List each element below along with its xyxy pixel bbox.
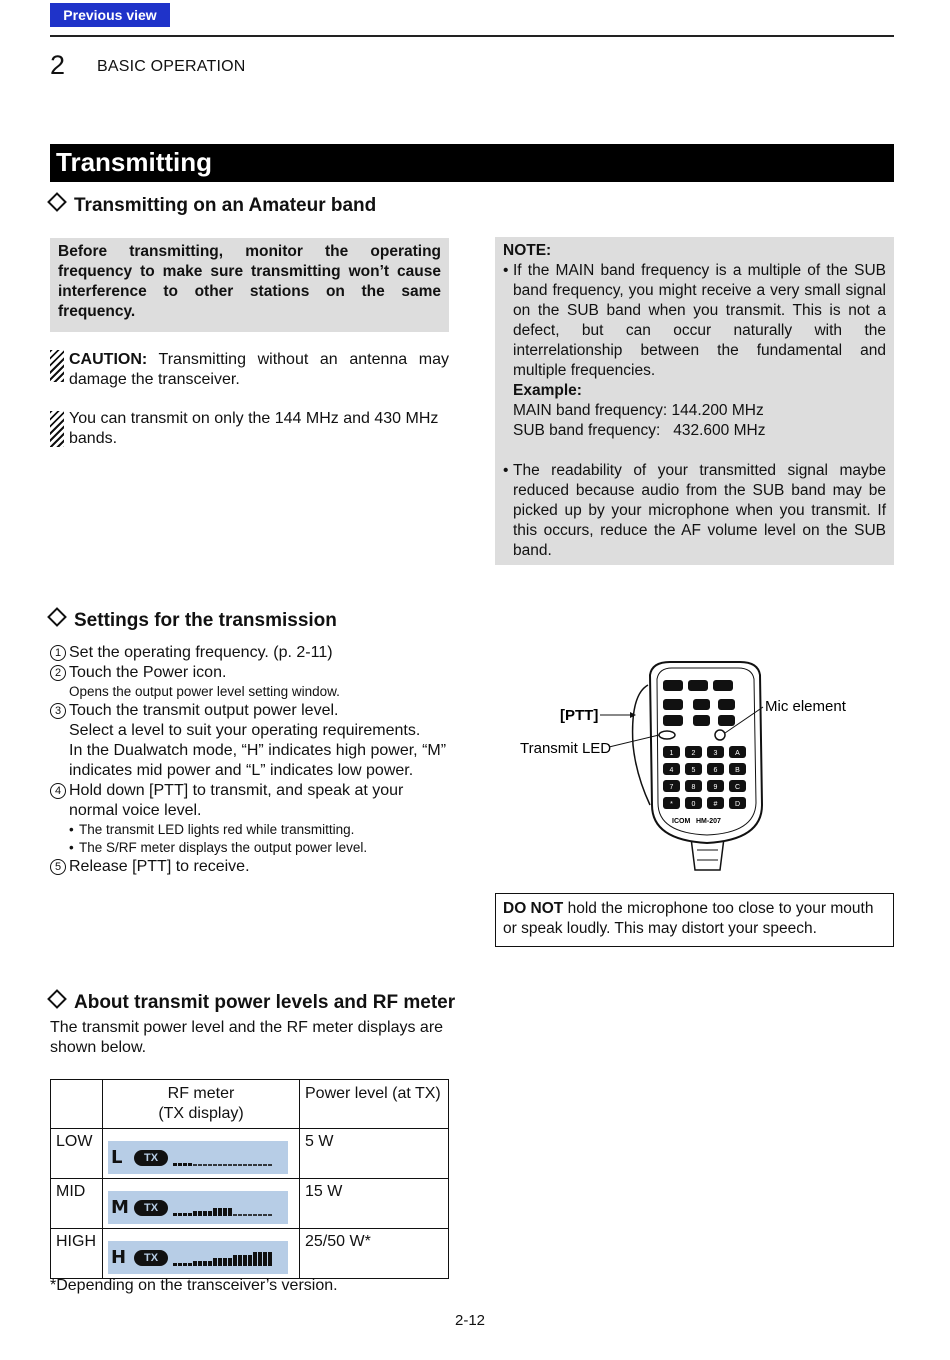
- meter-segment: [203, 1164, 207, 1166]
- step-number: 3: [50, 703, 66, 719]
- example-label: Example:: [513, 382, 582, 399]
- tx-indicator: TX: [134, 1250, 168, 1266]
- keypad-key-label: 2: [691, 750, 696, 757]
- level-name: HIGH: [51, 1229, 103, 1279]
- table-header-row: [51, 1080, 449, 1129]
- caution-label: CAUTION:: [69, 351, 148, 368]
- function-key: [693, 715, 710, 726]
- meter-segment: [183, 1263, 187, 1266]
- step-3-detail-a: Select a level to suit your operating requirements.: [69, 722, 421, 739]
- meter-segment: [218, 1208, 222, 1216]
- step-text: Hold down [PTT] to transmit, and speak at your normal voice level.: [69, 782, 404, 819]
- lcd-display: [108, 1141, 288, 1174]
- keypad-key-label: 6: [713, 767, 718, 774]
- keypad-key-label: 7: [669, 784, 674, 791]
- meter-segment: [188, 1163, 192, 1166]
- ptt-label: [PTT]: [560, 707, 599, 724]
- step-number: 5: [50, 859, 66, 875]
- lcd-level-letter: L: [111, 1147, 123, 1168]
- step-4: [50, 781, 450, 821]
- do-not-label: DO NOT: [503, 900, 564, 917]
- meter-segment: [208, 1164, 212, 1166]
- hatch-icon: [50, 411, 64, 447]
- function-key: [663, 680, 683, 691]
- meter-segment: [223, 1208, 227, 1216]
- keypad-key-label: *: [670, 801, 673, 808]
- mic-model: HM-207: [696, 818, 721, 825]
- rf-meter-bar: [173, 1163, 273, 1166]
- level-name: LOW: [51, 1129, 103, 1179]
- caution-icon: [50, 350, 64, 382]
- mic-element: [715, 730, 725, 740]
- table-header-empty: [51, 1080, 103, 1129]
- power-value: 15 W: [300, 1179, 449, 1229]
- keypad-key-label: 9: [713, 784, 718, 791]
- step-2: [50, 663, 450, 683]
- caution-text: Transmitting without an antenna may damage the transceiver.: [69, 351, 449, 388]
- meter-segment: [223, 1164, 227, 1166]
- table-row: [51, 1229, 449, 1279]
- meter-segment: [193, 1211, 197, 1216]
- function-key: [718, 699, 735, 710]
- rf-meter-cell: [103, 1179, 300, 1229]
- amateur-heading: [50, 195, 376, 217]
- meter-segment: [248, 1214, 252, 1216]
- meter-segment: [188, 1213, 192, 1216]
- up-key: [663, 699, 683, 710]
- do-not-box: [495, 893, 894, 947]
- meter-segment: [198, 1211, 202, 1216]
- table-row: [51, 1179, 449, 1229]
- diamond-icon: [47, 989, 67, 1009]
- section-title: Transmitting: [56, 147, 213, 177]
- diamond-icon: [47, 607, 67, 627]
- meter-segment: [213, 1208, 217, 1216]
- lcd-level-letter: M: [111, 1197, 129, 1218]
- meter-segment: [218, 1258, 222, 1266]
- meter-segment: [258, 1164, 262, 1166]
- meter-segment: [193, 1261, 197, 1266]
- microphone-illustration: [500, 655, 900, 880]
- keypad-key-label: D: [734, 801, 741, 808]
- meter-segment: [203, 1211, 207, 1216]
- note-title: NOTE:: [503, 242, 552, 259]
- chapter-number: 2: [50, 50, 66, 80]
- meter-segment: [268, 1252, 272, 1266]
- mic-element-label: Mic element: [765, 698, 846, 715]
- meter-segment: [208, 1261, 212, 1266]
- tx-indicator: TX: [134, 1200, 168, 1216]
- step-text: Set the operating frequency. (p. 2-11): [69, 644, 333, 661]
- meter-segment: [238, 1255, 242, 1266]
- caution-paragraph: [69, 350, 449, 390]
- meter-segment: [258, 1252, 262, 1266]
- meter-segment: [208, 1211, 212, 1216]
- meter-segment: [233, 1214, 237, 1216]
- step-number: 2: [50, 665, 66, 681]
- step-text: Release [PTT] to receive.: [69, 858, 250, 875]
- rf-meter-cell: [103, 1129, 300, 1179]
- meter-segment: [263, 1214, 267, 1216]
- meter-segment: [233, 1164, 237, 1166]
- step-text: Touch the Power icon.: [69, 664, 227, 681]
- function-key: [688, 680, 708, 691]
- step-3: [50, 701, 450, 721]
- keypad-key-label: 3: [713, 750, 718, 757]
- meter-segment: [243, 1164, 247, 1166]
- power-table: [50, 1079, 449, 1279]
- function-key: [693, 699, 710, 710]
- settings-heading: [50, 610, 337, 632]
- down-key: [663, 715, 683, 726]
- meter-segment: [183, 1213, 187, 1216]
- meter-segment: [248, 1255, 252, 1266]
- meter-segment: [198, 1261, 202, 1266]
- keypad-key-label: A: [735, 750, 740, 757]
- table-header-rf-meter: RF meter (TX display): [103, 1080, 300, 1129]
- lcd-level-letter: H: [111, 1247, 127, 1268]
- keypad-key-label: 8: [691, 784, 696, 791]
- keypad-key-label: 1: [669, 750, 674, 757]
- power-value: 5 W: [300, 1129, 449, 1179]
- chapter-title: BASIC OPERATION: [97, 58, 246, 75]
- step-4-bullet-2: • The S/RF meter displays the output power level.: [69, 839, 450, 857]
- keypad-key-label: 5: [691, 767, 696, 774]
- settings-steps: [50, 643, 450, 877]
- previous-view-button[interactable]: Previous view: [50, 3, 170, 27]
- meter-segment: [268, 1164, 272, 1166]
- meter-segment: [228, 1258, 232, 1266]
- meter-segment: [253, 1252, 257, 1266]
- diamond-icon: [47, 192, 67, 212]
- function-key: [718, 715, 735, 726]
- meter-segment: [193, 1164, 197, 1166]
- sub-frequency: SUB band frequency: 432.600 MHz: [513, 422, 766, 439]
- warning-box: [50, 238, 449, 332]
- amateur-heading-text: Transmitting on an Amateur band: [74, 195, 377, 216]
- meter-segment: [173, 1163, 177, 1166]
- meter-segment: [198, 1164, 202, 1166]
- meter-segment: [248, 1164, 252, 1166]
- step-3-detail-b: In the Dualwatch mode, “H” indicates high power, “M” indicates mid power and “L” indicates low power.: [69, 742, 447, 779]
- keypad-key-label: 0: [691, 801, 696, 808]
- keypad-key-label: B: [735, 767, 740, 774]
- meter-segment: [238, 1164, 242, 1166]
- rf-meter-cell: [103, 1229, 300, 1279]
- rf-meter-bar: [173, 1252, 273, 1266]
- warning-text: Before transmitting, monitor the operating frequency to make sure transmitting won’t cause interference to other stations on the same frequency.: [58, 243, 441, 320]
- step-number: 4: [50, 783, 66, 799]
- level-name: MID: [51, 1179, 103, 1229]
- meter-segment: [203, 1261, 207, 1266]
- tx-indicator: TX: [134, 1150, 168, 1166]
- step-2-detail: Opens the output power level setting window.: [69, 684, 340, 699]
- meter-segment: [178, 1263, 182, 1266]
- table-row: [51, 1129, 449, 1179]
- meter-segment: [188, 1263, 192, 1266]
- transmit-led: [659, 731, 675, 739]
- main-frequency: MAIN band frequency: 144.200 MHz: [513, 402, 764, 419]
- power-intro: The transmit power level and the RF meter displays are shown below.: [50, 1019, 444, 1056]
- note-bullet-2: • The readability of your transmitted signal maybe reduced because audio from the SUB band may be picked up by your microphone when you transmit. If this occurs, reduce the AF volume level on the SUB band.: [503, 461, 886, 561]
- mic-brand: ICOM: [672, 818, 691, 825]
- meter-segment: [253, 1214, 257, 1216]
- table-header-power: Power level (at TX): [300, 1080, 449, 1129]
- page-number: 2-12: [455, 1312, 486, 1329]
- keypad-key-label: 4: [669, 767, 674, 774]
- power-heading-text: About transmit power levels and RF meter: [74, 992, 456, 1013]
- bands-note: You can transmit on only the 144 MHz and 430 MHz bands.: [69, 410, 439, 447]
- note-bullet-1: • If the MAIN band frequency is a multiple of the SUB band frequency, you might receive a very small signal on the SUB band when you transmit. This is not a defect, but can occur naturally with the interrelationship between the fundamental and multiple frequencies.: [503, 261, 886, 381]
- meter-segment: [173, 1263, 177, 1266]
- rf-meter-bar: [173, 1208, 273, 1216]
- meter-segment: [263, 1164, 267, 1166]
- meter-segment: [253, 1164, 257, 1166]
- meter-segment: [178, 1213, 182, 1216]
- ptt-key: [633, 685, 650, 805]
- step-5: [50, 857, 450, 877]
- keypad-key-label: C: [734, 784, 741, 791]
- meter-segment: [173, 1213, 177, 1216]
- meter-segment: [178, 1163, 182, 1166]
- meter-segment: [218, 1164, 222, 1166]
- meter-segment: [213, 1164, 217, 1166]
- meter-segment: [183, 1163, 187, 1166]
- step-4-bullet-1: • The transmit LED lights red while transmitting.: [69, 821, 450, 839]
- meter-segment: [268, 1214, 272, 1216]
- step-number: 1: [50, 645, 66, 661]
- lcd-display: [108, 1241, 288, 1274]
- meter-segment: [258, 1214, 262, 1216]
- transmit-led-label: Transmit LED: [520, 740, 612, 757]
- meter-segment: [223, 1258, 227, 1266]
- meter-segment: [213, 1258, 217, 1266]
- meter-segment: [228, 1208, 232, 1216]
- meter-segment: [243, 1255, 247, 1266]
- keypad-key-label: #: [713, 801, 718, 808]
- meter-segment: [228, 1164, 232, 1166]
- step-text: Touch the transmit output power level.: [69, 702, 339, 719]
- meter-segment: [263, 1252, 267, 1266]
- meter-segment: [238, 1214, 242, 1216]
- do-not-text: hold the microphone too close to your mouth or speak loudly. This may distort your speech.: [503, 900, 874, 937]
- lcd-display: [108, 1191, 288, 1224]
- power-value: 25/50 W*: [300, 1229, 449, 1279]
- header-rule: [50, 35, 894, 37]
- footnote: *Depending on the transceiver’s version.: [50, 1277, 338, 1294]
- settings-heading-text: Settings for the transmission: [74, 610, 337, 631]
- meter-segment: [243, 1214, 247, 1216]
- function-key: [713, 680, 733, 691]
- note-box: [495, 237, 894, 565]
- meter-segment: [233, 1255, 237, 1266]
- power-heading: [50, 992, 455, 1014]
- step-1: [50, 643, 450, 663]
